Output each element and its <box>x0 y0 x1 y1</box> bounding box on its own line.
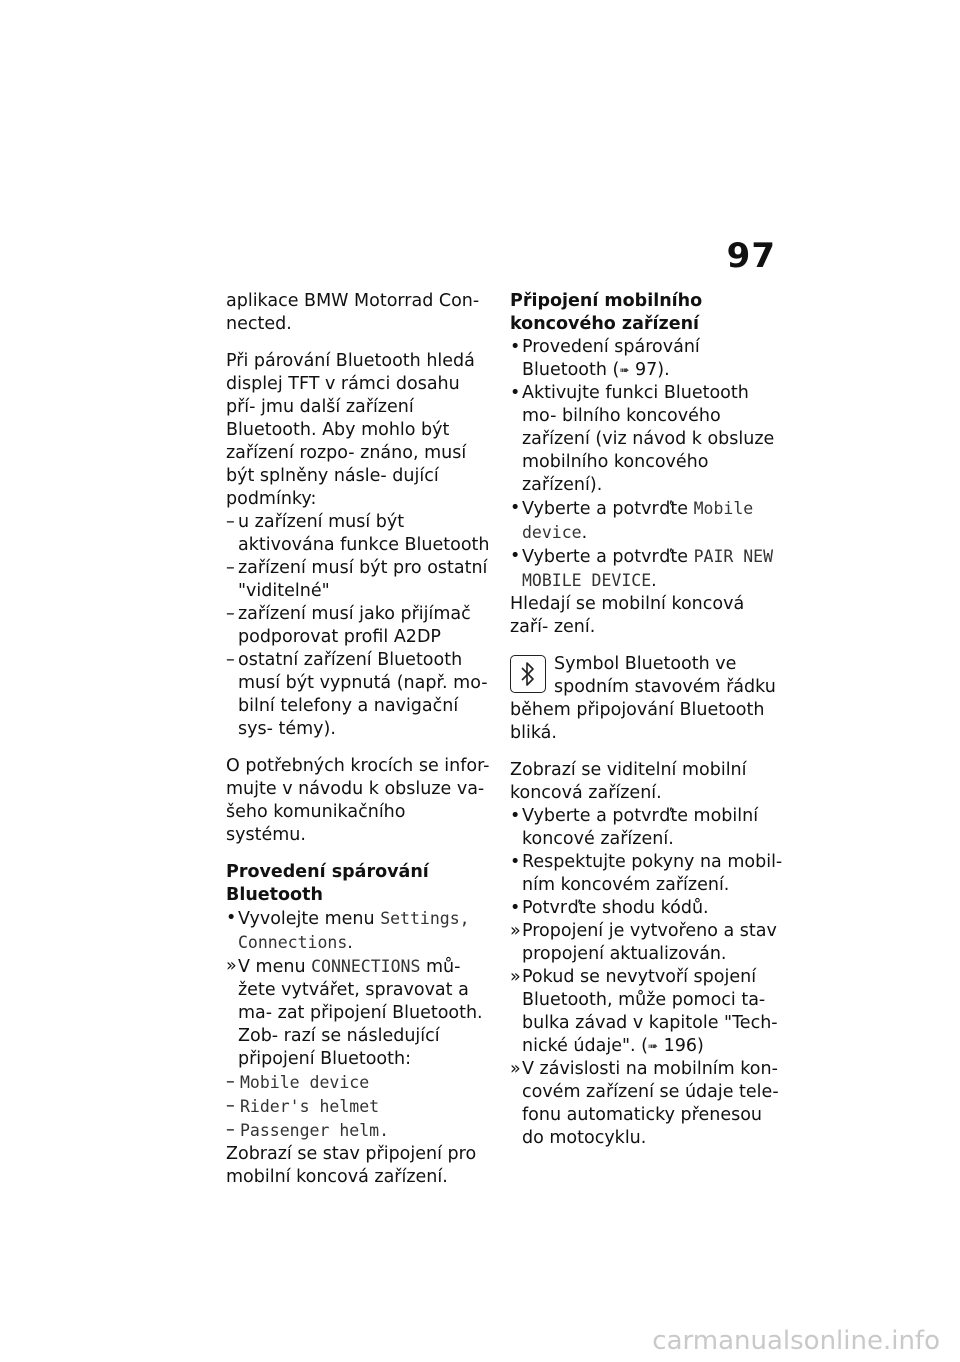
page-ref-arrow-icon: ➠ <box>647 1039 659 1053</box>
menu-item: Mobile device <box>522 499 754 542</box>
menu-item: PAIR NEW MOBILE DEVICE <box>522 547 774 590</box>
result-item: » V závislosti na mobilním kon- covém zařízení se údaje tele- fonu automaticky přenesou do motocyklu. <box>510 1059 779 1148</box>
paragraph: Zobrazí se stav připojení pro mobilní koncová zařízení. <box>226 1144 477 1187</box>
list-item: – zařízení musí být pro ostatní "viditelné" <box>226 558 488 601</box>
page-number: 97 <box>726 236 776 276</box>
list-item: – Mobile device <box>226 1072 370 1092</box>
bluetooth-icon <box>510 655 546 693</box>
bluetooth-note: Symbol Bluetooth ve spodním stavovém řádku během připojování Bluetooth bliká. <box>510 654 776 743</box>
section-heading: Provedení spárování Bluetooth <box>226 862 429 905</box>
list-item: • Vyberte a potvrďte Mobile device. <box>510 498 754 543</box>
paragraph: Hledají se mobilní koncová zaří- zení. <box>510 594 745 637</box>
page-ref-arrow-icon: ➠ <box>619 363 630 377</box>
right-column <box>510 290 784 1150</box>
left-column <box>226 290 490 1203</box>
list-item: – Passenger helm. <box>226 1120 390 1140</box>
list-item: • Vyberte a potvrďte PAIR NEW MOBILE DEVICE. <box>510 546 774 591</box>
paragraph: aplikace BMW Motorrad Con- nected. <box>226 291 480 334</box>
list-item: – u zařízení musí být aktivována funkce Bluetooth <box>226 512 490 555</box>
list-item: • Provedení spárování Bluetooth (➠ 97). <box>510 337 700 380</box>
menu-path: Settings, Connections <box>238 909 470 952</box>
result-item: » Propojení je vytvořeno a stav propojení aktualizován. <box>510 921 777 964</box>
paragraph: Při párování Bluetooth hledá displej TFT v rámci dosahu pří- jmu další zařízení Bluetooth. Aby mohlo být zařízení rozpo- znáno, musí být splněny násle- dující podmínky: <box>226 351 475 509</box>
list-item: – Rider's helmet <box>226 1096 380 1116</box>
paragraph: Zobrazí se viditelní mobilní koncová zařízení. <box>510 760 747 803</box>
list-item: • Vyvolejte menu Settings, Connections. <box>226 908 470 953</box>
list-item: • Vyberte a potvrďte mobilní koncové zařízení. <box>510 806 759 849</box>
list-item: – zařízení musí jako přijímač podporovat profil A2DP <box>226 604 471 647</box>
list-item: • Potvrďte shodu kódů. <box>510 898 709 918</box>
list-item: • Aktivujte funkci Bluetooth mo- bilního koncového zařízení (viz návod k obsluze mobilního koncového zařízení). <box>510 383 775 495</box>
list-item: • Respektujte pokyny na mobil- ním koncovém zařízení. <box>510 852 783 895</box>
menu-name: CONNECTIONS <box>311 957 421 976</box>
list-item: – ostatní zařízení Bluetooth musí být vypnutá (např. mo- bilní telefony a navigační sys- témy). <box>226 650 488 739</box>
paragraph: O potřebných krocích se infor- mujte v návodu k obsluze va- šeho komunikačního systému. <box>226 756 490 845</box>
watermark: carmanualsonline.info <box>652 1326 940 1356</box>
result-item: » Pokud se nevytvoří spojení Bluetooth, může pomoci ta- bulka závad v kapitole "Tech- nické údaje". (➠ 196) <box>510 967 778 1056</box>
section-heading: Připojení mobilního koncového zařízení <box>510 291 703 334</box>
result-item: » V menu CONNECTIONS mů- žete vytvářet, spravovat a ma- zat připojení Bluetooth. Zob- razí se následující připojení Bluetooth: <box>226 956 483 1069</box>
